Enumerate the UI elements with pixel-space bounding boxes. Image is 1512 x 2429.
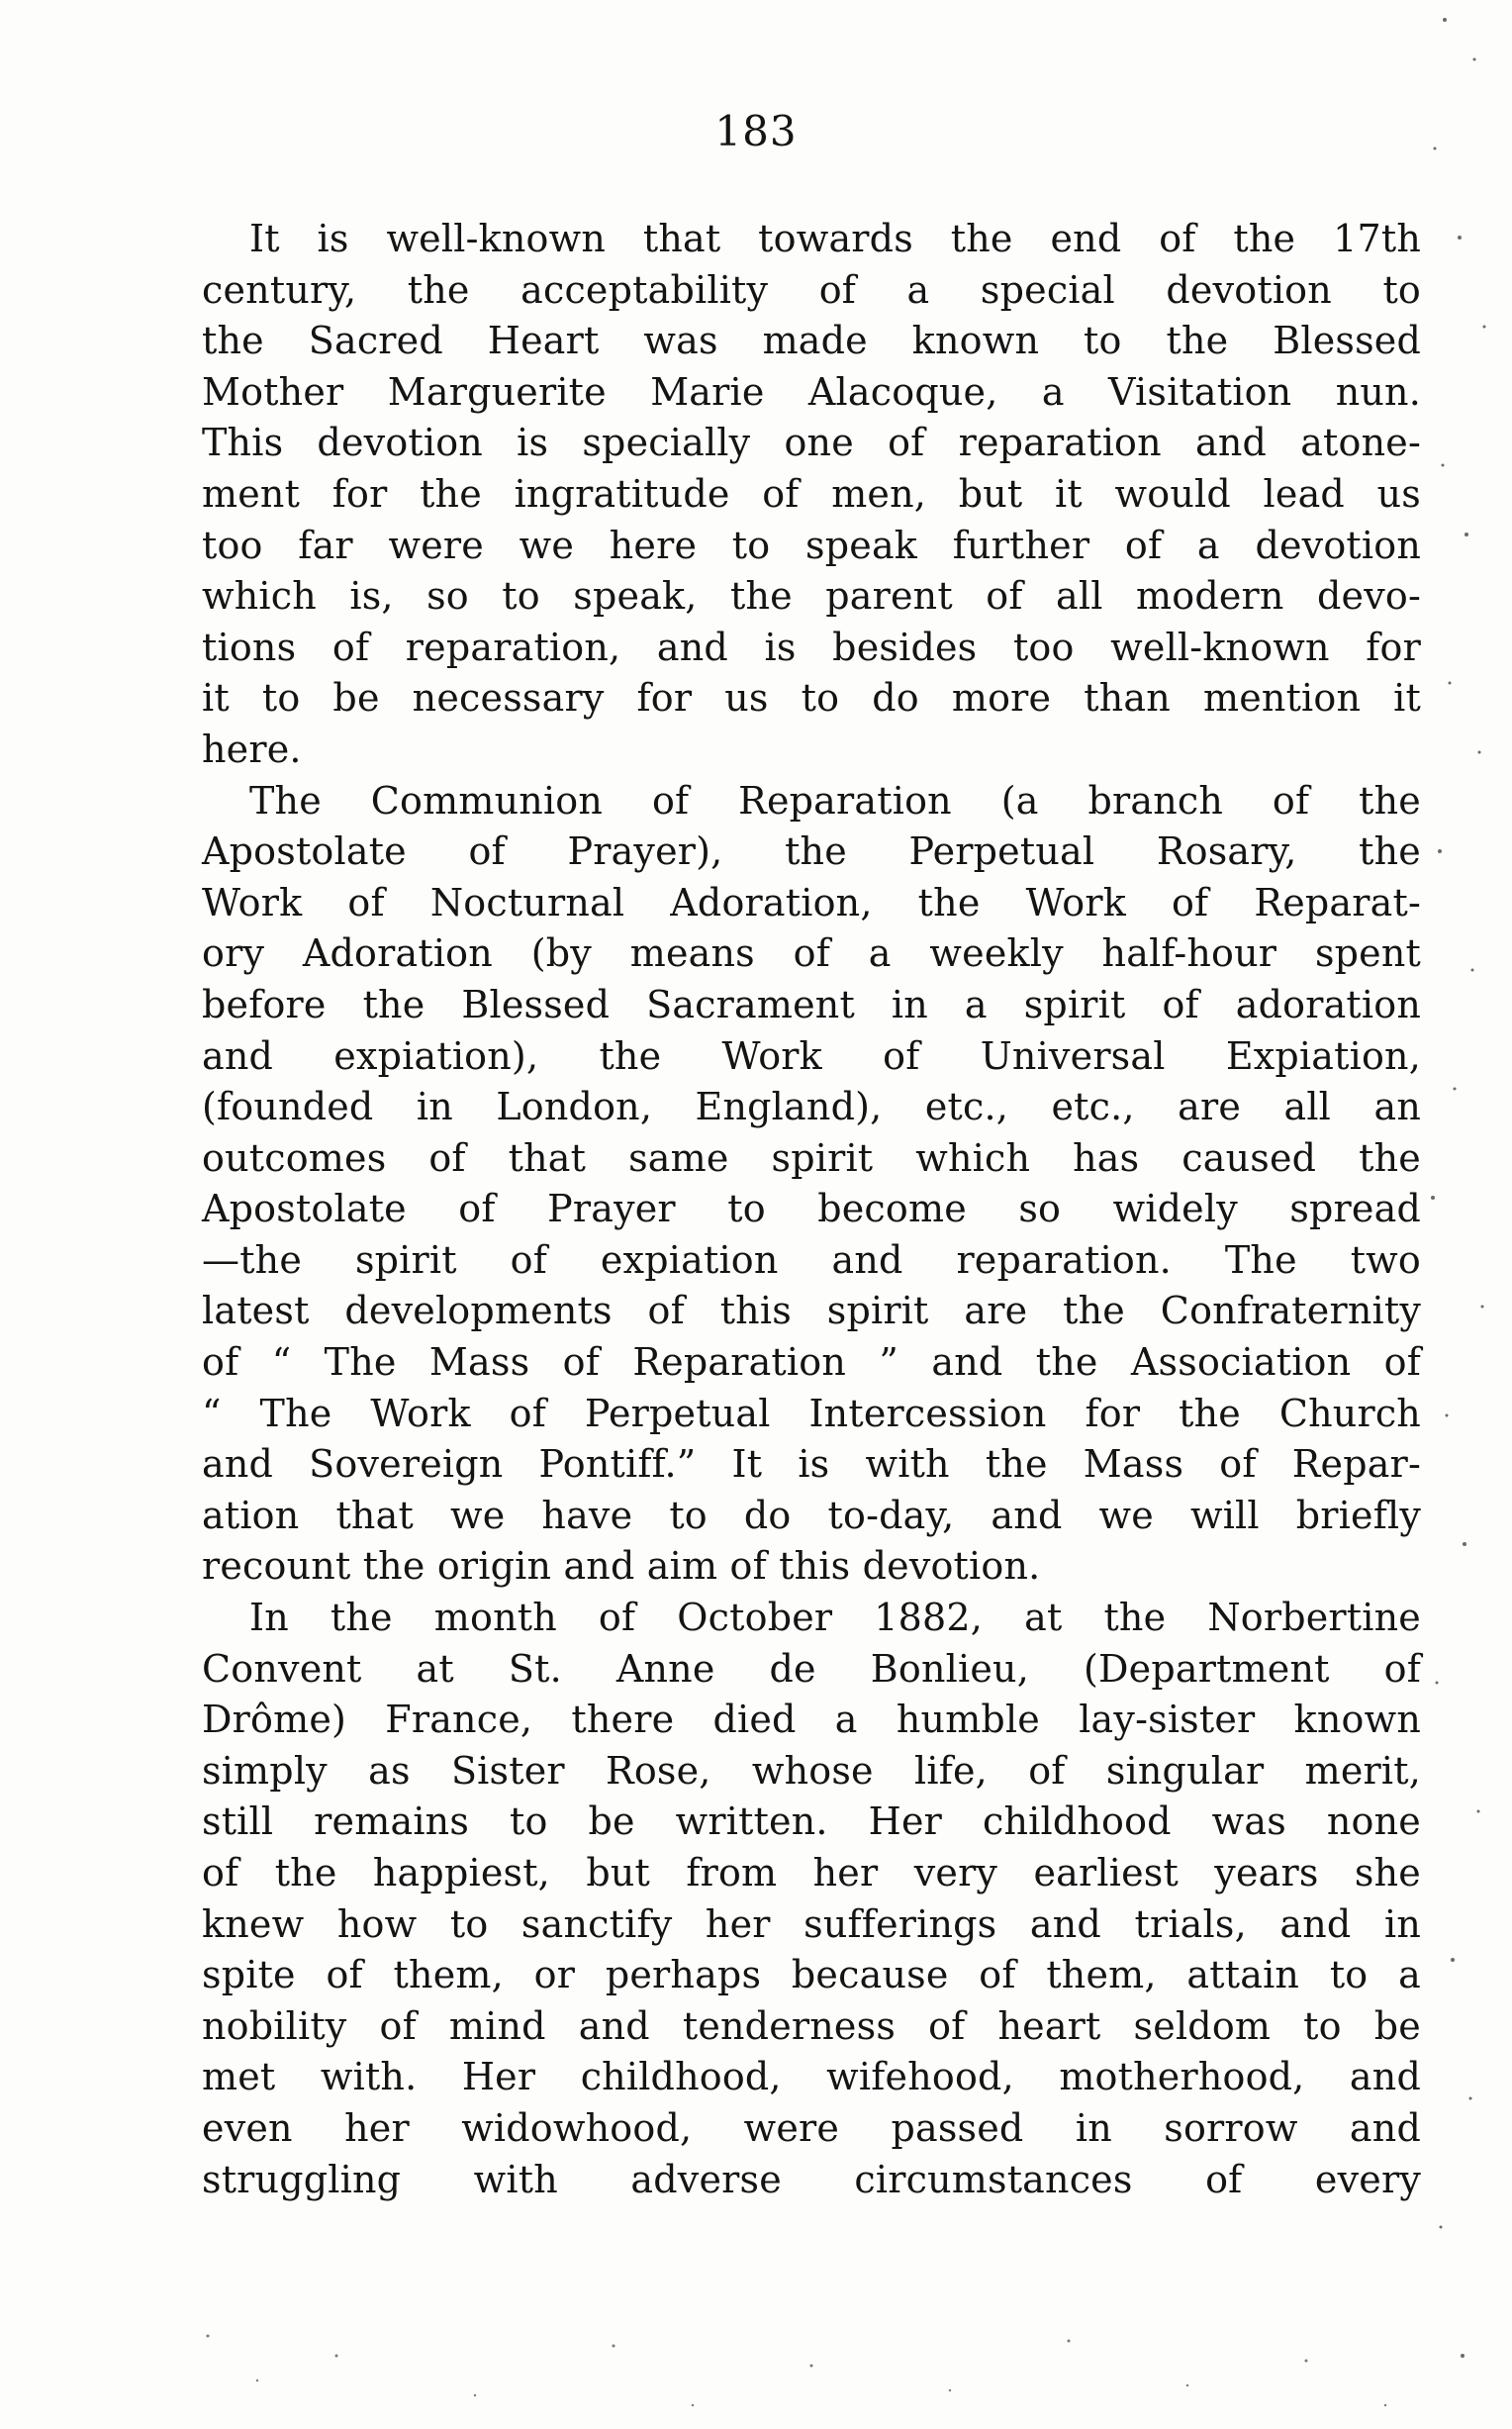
page-number: 183 — [714, 107, 798, 155]
paragraph — [202, 1593, 1421, 2205]
page-text — [202, 214, 1421, 2205]
text-line: ation that we have to do to-day, and we will briefly — [202, 1493, 1421, 1537]
text-line: still remains to be written. Her childhood was none — [202, 1799, 1421, 1844]
text-line: Apostolate of Prayer to become so widely spread — [202, 1187, 1421, 1231]
text-line: Work of Nocturnal Adoration, the Work of Reparat- — [202, 880, 1421, 924]
text-line: (founded in London, England), etc., etc., are all an — [202, 1085, 1421, 1129]
text-line: It is well-known that towards the end of the 17th — [249, 217, 1421, 260]
text-line: here. — [202, 727, 302, 771]
text-line: simply as Sister Rose, whose life, of singular merit, — [202, 1748, 1421, 1793]
text-line: which is, so to speak, the parent of all modern devo- — [202, 574, 1421, 619]
paragraph — [202, 776, 1421, 1594]
text-line: the Sacred Heart was made known to the Blessed — [202, 319, 1421, 363]
text-line: Drôme) France, there died a humble lay-sister known — [202, 1698, 1421, 1742]
text-line: nobility of mind and tenderness of heart seldom to be — [202, 2003, 1421, 2048]
text-line: before the Blessed Sacrament in a spirit of adoration — [202, 982, 1421, 1026]
text-line: knew how to sanctify her sufferings and trials, and in — [202, 1901, 1421, 1946]
text-line: met with. Her childhood, wifehood, motherhood, and — [202, 2055, 1421, 2099]
text-line: spite of them, or perhaps because of them, attain to a — [202, 1953, 1421, 1997]
text-line: and Sovereign Pontiff.” It is with the Mass of Repar- — [202, 1442, 1421, 1487]
scan-speckle-bottom — [0, 2286, 1512, 2429]
text-line: latest developments of this spirit are the Confraternity — [202, 1289, 1421, 1333]
text-line: of the happiest, but from her very earliest years she — [202, 1851, 1421, 1895]
paragraph — [202, 214, 1421, 776]
text-line: Convent at St. Anne de Bonlieu, (Department of — [202, 1646, 1421, 1691]
text-line: ory Adoration (by means of a weekly half-hour spent — [202, 931, 1421, 976]
text-line: Mother Marguerite Marie Alacoque, a Visitation nun. — [202, 369, 1421, 414]
text-line: In the month of October 1882, at the Norbertine — [249, 1596, 1421, 1640]
text-line: it to be necessary for us to do more than mention it — [202, 676, 1421, 721]
scan-speckle-right — [1405, 0, 1512, 2429]
text-line: century, the acceptability of a special devotion to — [202, 267, 1421, 312]
text-line: struggling with adverse circumstances of every — [202, 2157, 1421, 2201]
text-line: This devotion is specially one of reparation and atone- — [202, 421, 1421, 465]
text-line: —the spirit of expiation and reparation. The two — [202, 1237, 1421, 1282]
text-line: of “ The Mass of Reparation ” and the Association of — [202, 1340, 1421, 1385]
text-line: “ The Work of Perpetual Intercession for the Church — [202, 1391, 1421, 1435]
text-line: too far were we here to speak further of a devotion — [202, 523, 1421, 567]
text-line: and expiation), the Work of Universal Expiation, — [202, 1033, 1421, 1078]
text-line: The Communion of Reparation (a branch of the — [249, 778, 1421, 823]
text-line: tions of reparation, and is besides too well-known for — [202, 625, 1421, 669]
text-line: recount the origin and aim of this devotion. — [202, 1544, 1041, 1589]
text-line: Apostolate of Prayer), the Perpetual Rosary, the — [202, 829, 1421, 874]
text-line: even her widowhood, were passed in sorrow and — [202, 2105, 1421, 2150]
text-line: ment for the ingratitude of men, but it would lead us — [202, 471, 1421, 516]
text-line: outcomes of that same spirit which has caused the — [202, 1135, 1421, 1180]
